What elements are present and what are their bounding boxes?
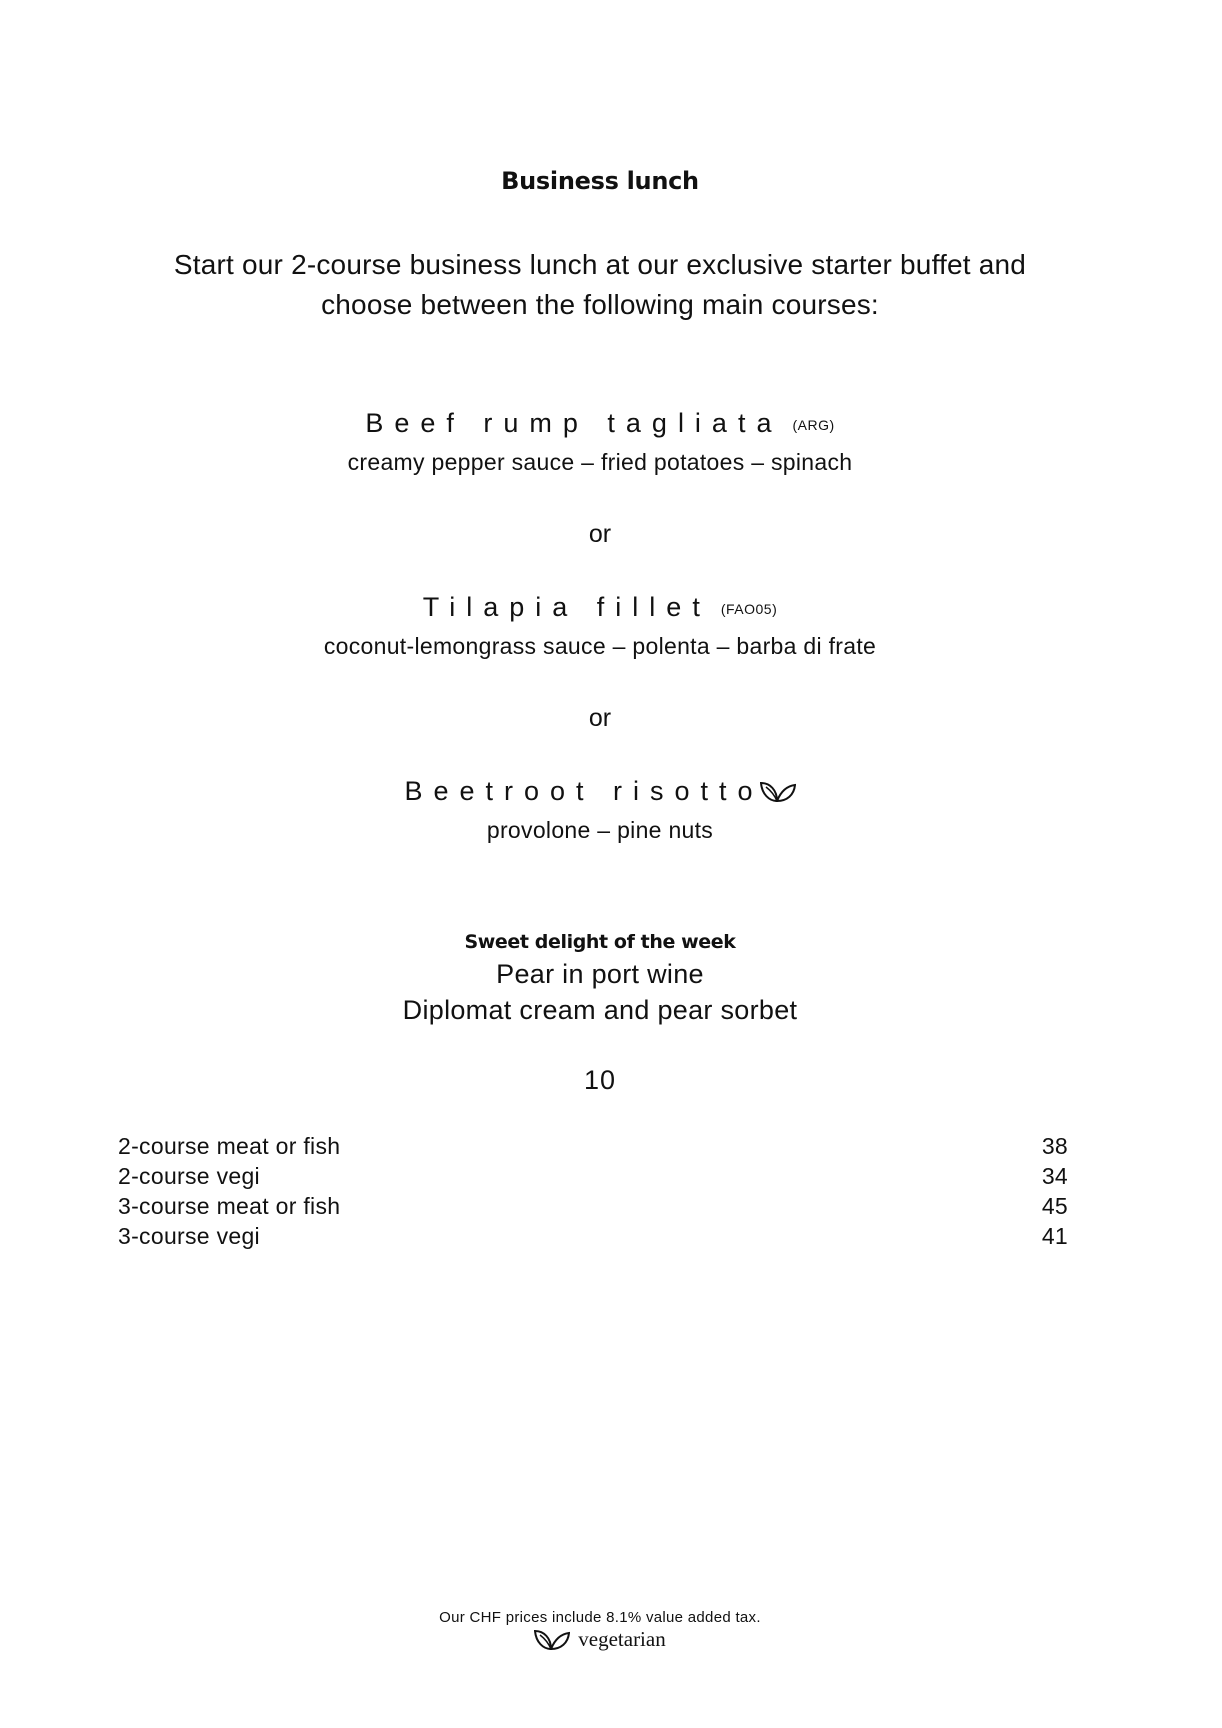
sweet-line-2: Diplomat cream and pear sorbet <box>402 995 798 1025</box>
price-label: 2-course meat or fish <box>118 1133 341 1159</box>
price-value: 41 <box>1041 1223 1068 1249</box>
sweet-heading: Sweet delight of the week <box>464 931 736 953</box>
price-row <box>118 1221 1068 1251</box>
legend-label: vegetarian <box>578 1627 666 1651</box>
dish-title: Beetroot risotto <box>404 776 764 806</box>
intro-text <box>0 245 1200 325</box>
price-value: 45 <box>1041 1193 1068 1219</box>
sweet-price: 10 <box>583 1065 617 1095</box>
dish-origin: (FAO05) <box>720 600 778 617</box>
price-row <box>118 1161 1068 1191</box>
vegetarian-legend <box>0 1627 1200 1658</box>
leaf-icon <box>534 1628 570 1658</box>
price-label: 3-course meat or fish <box>118 1193 341 1219</box>
dish-origin: (ARG) <box>792 416 835 433</box>
price-value: 34 <box>1041 1163 1068 1189</box>
dish-title: Tilapia fillet <box>422 592 711 622</box>
dish-name-beef <box>0 408 1200 439</box>
dish-name-tilapia <box>0 592 1200 623</box>
intro-line-1: Start our 2-course business lunch at our exclusive starter buffet and <box>173 249 1027 280</box>
tax-note: Our CHF prices include 8.1% value added tax. <box>439 1609 761 1626</box>
dish-title: Beef rump tagliata <box>365 408 783 438</box>
separator-or: or <box>588 520 612 548</box>
dish-description-beef: creamy pepper sauce – fried potatoes – spinach <box>347 449 853 475</box>
dish-description-tilapia: coconut-lemongrass sauce – polenta – barba di frate <box>323 633 877 659</box>
price-row <box>118 1131 1068 1161</box>
page-title: Business lunch <box>501 167 699 195</box>
dish-name-beetroot <box>0 776 1200 811</box>
price-row <box>118 1191 1068 1221</box>
price-value: 38 <box>1041 1133 1068 1159</box>
dish-description-beetroot: provolone – pine nuts <box>486 817 714 843</box>
price-label: 3-course vegi <box>118 1223 260 1249</box>
price-label: 2-course vegi <box>118 1163 260 1189</box>
sweet-line-1: Pear in port wine <box>496 959 704 989</box>
separator-or: or <box>588 704 612 732</box>
leaf-icon <box>760 780 796 811</box>
price-list <box>118 1131 1068 1251</box>
intro-line-2: choose between the following main courses: <box>321 289 879 320</box>
